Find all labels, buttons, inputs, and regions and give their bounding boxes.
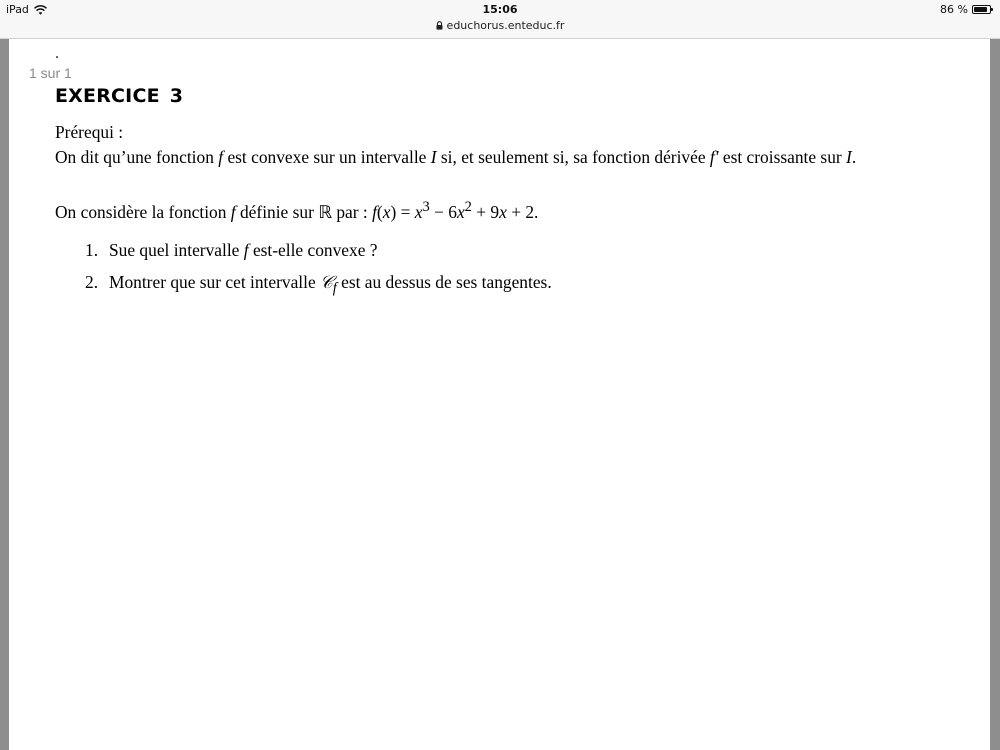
list-item: 2. Montrer que sur cet intervalle 𝒞$_f$ est au dessus de ses tangentes. bbox=[85, 272, 552, 297]
page-dot: . bbox=[55, 45, 59, 62]
exercise-title bbox=[55, 85, 183, 107]
exercise-label: EXERCICE bbox=[55, 85, 160, 107]
address-bar[interactable] bbox=[0, 18, 1000, 38]
battery-icon bbox=[972, 5, 994, 15]
function-definition: On considère la fonction f définie sur ℝ par : $f(x) = x^3 - 6x^2 + 9x + 2$. bbox=[55, 199, 539, 222]
question-number: 2. bbox=[85, 272, 99, 292]
clock: 15:06 bbox=[482, 3, 518, 16]
list-item: 1. Sue quel intervalle f est-elle convexe ? bbox=[85, 238, 552, 270]
status-right bbox=[940, 3, 994, 16]
battery-percent: 86 % bbox=[940, 3, 968, 16]
definition-paragraph: On dit qu’une fonction f est convexe sur un intervalle I si, et seulement si, sa fonction dérivée f′ est croissante sur I. bbox=[55, 147, 857, 167]
question-list bbox=[85, 238, 552, 302]
exercise-number: 3 bbox=[169, 85, 184, 107]
question-number: 1. bbox=[85, 240, 99, 260]
status-bar bbox=[0, 0, 1000, 20]
pdf-page[interactable] bbox=[9, 39, 990, 750]
pdf-viewer[interactable] bbox=[0, 39, 1000, 750]
prerequisite-heading: Prérequi : bbox=[55, 122, 124, 142]
device-name: iPad bbox=[6, 3, 29, 16]
url-text[interactable]: educhorus.enteduc.fr bbox=[446, 19, 565, 32]
page-indicator: 1 sur 1 bbox=[29, 65, 72, 81]
lock-icon bbox=[436, 21, 443, 30]
